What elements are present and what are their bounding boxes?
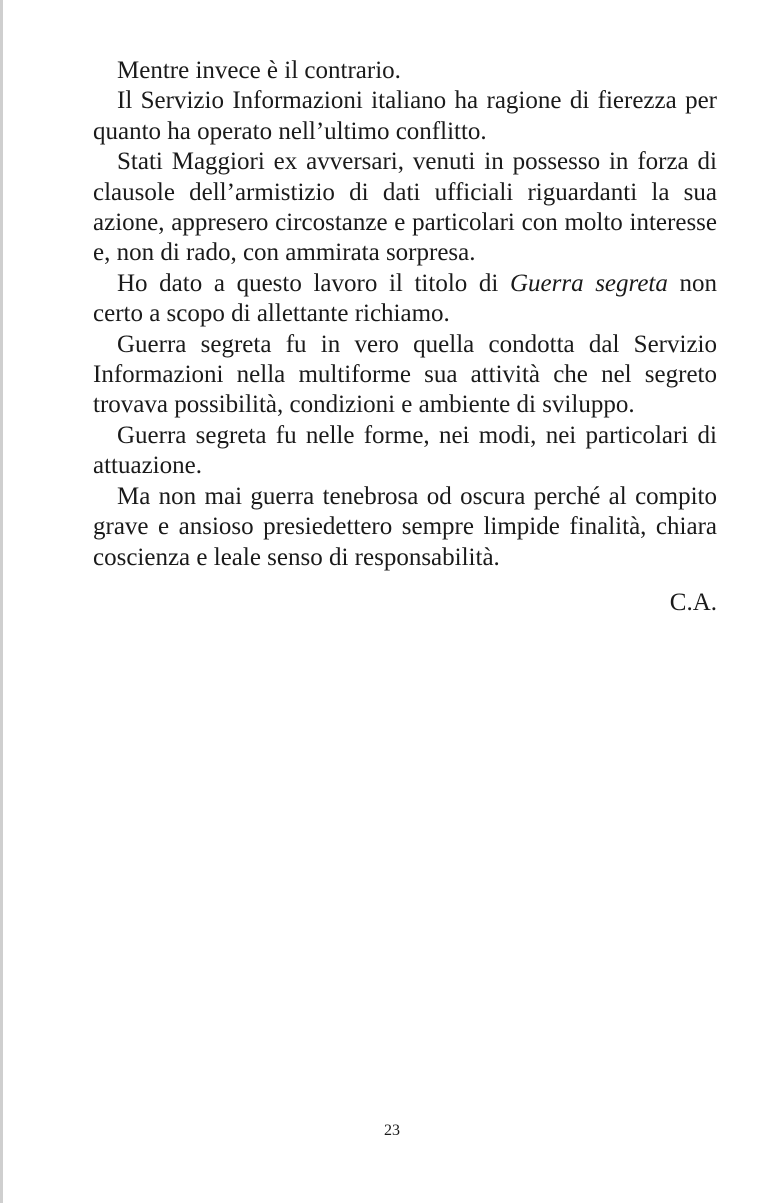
paragraph	[93, 269, 717, 330]
paragraph: Ma non mai guerra tenebrosa od oscura perché al compito grave e ansioso presiedettero sempre limpide finalità, chiara coscienza e leale senso di responsabilità.	[93, 482, 717, 571]
author-signature: C.A.	[669, 589, 717, 616]
paragraph: Stati Maggiori ex avversari, venuti in possesso in forza di clausole dell’armistizio di dati ufficiali riguardanti la sua azione, appresero circostanze e particolari con molto interesse e, non di rado, con ammirata sorpresa.	[93, 148, 717, 267]
page-number: 23	[384, 1122, 400, 1139]
paragraph-text: Ho dato a questo lavoro il titolo di	[117, 269, 510, 297]
paragraph: Guerra segreta fu in vero quella condotta dal Servizio Informazioni nella multiforme sua attività che nel segreto trovava possibilità, condizioni e ambiente di sviluppo.	[93, 330, 717, 419]
book-title: Guerra segreta	[509, 269, 668, 297]
body-text	[93, 56, 717, 573]
paragraph-text: non certo a scopo di allettante richiamo.	[93, 269, 718, 328]
paragraph: Guerra segreta fu nelle forme, nei modi, nei particolari di attuazione.	[93, 421, 717, 480]
page-gutter-edge	[0, 0, 3, 1203]
paragraph: Mentre invece è il contrario.	[117, 57, 401, 84]
paragraph: Il Servizio Informazioni italiano ha ragione di fierezza per quanto ha operato nell’ultimo conflitto.	[93, 87, 717, 145]
